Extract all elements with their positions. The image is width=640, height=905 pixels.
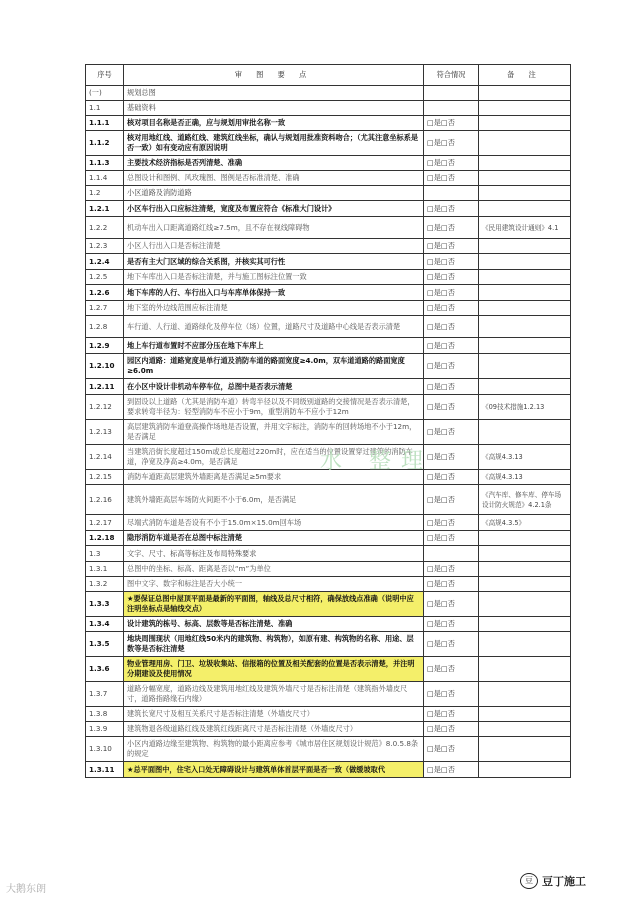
row-number: 1.2.17 xyxy=(86,515,124,531)
row-compliance-checkbox[interactable]: □是□否 xyxy=(424,445,479,470)
table-row xyxy=(86,707,571,722)
row-compliance-checkbox[interactable]: □是□否 xyxy=(424,338,479,354)
row-requirement: 物业管理用房、门卫、垃圾收集站、信报箱的位置及相关配套的位置是否表示清楚，并注明分期建设及使用情况 xyxy=(124,657,424,682)
row-requirement: 基础资料 xyxy=(124,101,424,116)
table-row xyxy=(86,577,571,592)
table-row xyxy=(86,592,571,617)
row-compliance-checkbox[interactable]: □是□否 xyxy=(424,707,479,722)
row-compliance-checkbox[interactable]: □是□否 xyxy=(424,354,479,379)
table-row xyxy=(86,270,571,285)
row-remark xyxy=(479,101,571,116)
table-row xyxy=(86,420,571,445)
row-remark xyxy=(479,707,571,722)
row-remark xyxy=(479,562,571,577)
row-number: 1.1.3 xyxy=(86,156,124,171)
row-requirement: 地块周围现状（用地红线50米内的建筑物、构筑物），如原有建、构筑物的名称、用途、层数等是否标注清楚 xyxy=(124,632,424,657)
row-number: 1.1.1 xyxy=(86,116,124,131)
row-compliance-checkbox[interactable]: □是□否 xyxy=(424,722,479,737)
row-compliance-checkbox[interactable]: □是□否 xyxy=(424,395,479,420)
row-requirement: 总图设计和图例、风玫瑰图、图例是否标准清楚、准确 xyxy=(124,171,424,186)
row-requirement: 消防车道距高层建筑外墙距离是否满足≥5m要求 xyxy=(124,470,424,485)
table-row xyxy=(86,217,571,239)
row-number: 1.3.9 xyxy=(86,722,124,737)
row-number: 1.2.4 xyxy=(86,254,124,270)
row-remark xyxy=(479,86,571,101)
row-compliance-checkbox[interactable]: □是□否 xyxy=(424,577,479,592)
row-number: 1.1.4 xyxy=(86,171,124,186)
row-requirement: 图中文字、数字和标注是否大小统一 xyxy=(124,577,424,592)
row-requirement: 道路分幅宽度，道路边线及建筑用地红线及建筑外墙尺寸是否标注清楚（建筑指外墙皮尺寸，道路指路缘石内缘） xyxy=(124,682,424,707)
row-remark xyxy=(479,338,571,354)
row-requirement: 当建筑沿街长度超过150m或总长度超过220m时，应在适当的位置设置穿过建筑的消防车道，净宽及净高≥4.0m，是否满足 xyxy=(124,445,424,470)
row-requirement: 规划总图 xyxy=(124,86,424,101)
table-row xyxy=(86,737,571,762)
footer-source-logo: 大鹅东朗 xyxy=(6,884,46,895)
header-num: 序号 xyxy=(86,65,124,86)
row-remark xyxy=(479,201,571,217)
row-requirement: 小区人行出入口是否标注清楚 xyxy=(124,239,424,254)
row-compliance-checkbox[interactable]: □是□否 xyxy=(424,239,479,254)
table-row xyxy=(86,395,571,420)
row-remark xyxy=(479,737,571,762)
table-header xyxy=(86,65,571,86)
row-requirement: 地下车库的人行、车行出入口与车库单体保持一致 xyxy=(124,285,424,301)
row-remark xyxy=(479,722,571,737)
row-compliance-checkbox[interactable]: □是□否 xyxy=(424,131,479,156)
row-compliance-checkbox[interactable]: □是□否 xyxy=(424,270,479,285)
row-requirement: 核对项目名称是否正确，应与规划用审批名称一致 xyxy=(124,116,424,131)
row-compliance-checkbox xyxy=(424,86,479,101)
row-compliance-checkbox[interactable]: □是□否 xyxy=(424,515,479,531)
watermark-text: 水 整理 xyxy=(320,449,433,474)
row-number: 1.2.2 xyxy=(86,217,124,239)
brand-logo-icon: 豆 xyxy=(520,873,538,889)
row-requirement: 小区道路及消防道路 xyxy=(124,186,424,201)
table-row xyxy=(86,186,571,201)
row-compliance-checkbox[interactable]: □是□否 xyxy=(424,254,479,270)
row-compliance-checkbox[interactable]: □是□否 xyxy=(424,657,479,682)
row-remark xyxy=(479,577,571,592)
row-compliance-checkbox[interactable]: □是□否 xyxy=(424,592,479,617)
row-remark xyxy=(479,301,571,316)
table-row xyxy=(86,156,571,171)
row-number: 1.2.14 xyxy=(86,445,124,470)
row-compliance-checkbox[interactable]: □是□否 xyxy=(424,737,479,762)
row-remark xyxy=(479,657,571,682)
table-row xyxy=(86,316,571,338)
row-number: 1.3.4 xyxy=(86,617,124,632)
row-compliance-checkbox xyxy=(424,186,479,201)
row-compliance-checkbox[interactable]: □是□否 xyxy=(424,562,479,577)
row-number: 1.3 xyxy=(86,546,124,562)
row-number: 1.3.6 xyxy=(86,657,124,682)
row-compliance-checkbox[interactable]: □是□否 xyxy=(424,420,479,445)
footer-brand xyxy=(520,873,586,889)
row-requirement: 主要技术经济指标是否列清楚、准确 xyxy=(124,156,424,171)
row-compliance-checkbox[interactable]: □是□否 xyxy=(424,531,479,546)
row-requirement: 高层建筑消防车道登高操作场地是否设置，并用文字标注，消防车的回转场地不小于12m，是否满足 xyxy=(124,420,424,445)
row-compliance-checkbox[interactable]: □是□否 xyxy=(424,682,479,707)
checklist-table xyxy=(85,64,571,778)
row-remark xyxy=(479,354,571,379)
row-remark xyxy=(479,131,571,156)
table-row xyxy=(86,657,571,682)
review-checklist-document xyxy=(85,64,570,778)
table-row xyxy=(86,116,571,131)
row-number: 1.2.18 xyxy=(86,531,124,546)
row-requirement: 建筑长宽尺寸及相互关系尺寸是否标注清楚（外墙皮尺寸） xyxy=(124,707,424,722)
row-requirement: 总图中的坐标、标高、距离是否以“m”为单位 xyxy=(124,562,424,577)
row-requirement: 地下车库出入口是否标注清楚，并与施工图标注位置一致 xyxy=(124,270,424,285)
row-remark xyxy=(479,316,571,338)
row-remark xyxy=(479,379,571,395)
row-number: 1.2.8 xyxy=(86,316,124,338)
row-number: 1.2.1 xyxy=(86,201,124,217)
row-remark xyxy=(479,116,571,131)
row-compliance-checkbox[interactable]: □是□否 xyxy=(424,485,479,515)
row-remark xyxy=(479,270,571,285)
row-number: 1.2.9 xyxy=(86,338,124,354)
row-remark xyxy=(479,420,571,445)
row-number: 1.2.10 xyxy=(86,354,124,379)
header-compliance: 符合情况 xyxy=(424,65,479,86)
row-remark: 《09技术措施1.2.13 xyxy=(479,395,571,420)
row-remark xyxy=(479,171,571,186)
row-remark xyxy=(479,762,571,778)
row-number: 1.3.7 xyxy=(86,682,124,707)
header-requirement: 审 图 要 点 xyxy=(124,65,424,86)
table-row xyxy=(86,254,571,270)
row-compliance-checkbox[interactable]: □是□否 xyxy=(424,217,479,239)
row-number: 1.2.16 xyxy=(86,485,124,515)
row-compliance-checkbox[interactable]: □是□否 xyxy=(424,762,479,778)
row-number: 1.1.2 xyxy=(86,131,124,156)
row-remark xyxy=(479,592,571,617)
row-number: 1.2.6 xyxy=(86,285,124,301)
row-compliance-checkbox xyxy=(424,101,479,116)
table-row xyxy=(86,531,571,546)
table-row xyxy=(86,201,571,217)
row-compliance-checkbox[interactable]: □是□否 xyxy=(424,632,479,657)
row-number: 1.3.5 xyxy=(86,632,124,657)
row-compliance-checkbox[interactable]: □是□否 xyxy=(424,301,479,316)
row-number: 1.1 xyxy=(86,101,124,116)
row-requirement: 建筑物退各级道路红线及建筑红线距离尺寸是否标注清楚（外墙皮尺寸） xyxy=(124,722,424,737)
row-requirement: 文字、尺寸、标高等标注及布局特殊要求 xyxy=(124,546,424,562)
row-remark: 《高规4.3.5》 xyxy=(479,515,571,531)
row-remark xyxy=(479,285,571,301)
row-compliance-checkbox[interactable]: □是□否 xyxy=(424,201,479,217)
row-compliance-checkbox xyxy=(424,546,479,562)
row-number: 1.3.10 xyxy=(86,737,124,762)
row-number: (一) xyxy=(86,86,124,101)
row-compliance-checkbox[interactable]: □是□否 xyxy=(424,379,479,395)
table-row xyxy=(86,632,571,657)
row-number: 1.2.3 xyxy=(86,239,124,254)
row-remark xyxy=(479,632,571,657)
table-row xyxy=(86,546,571,562)
table-row xyxy=(86,762,571,778)
brand-name: 豆丁施工 xyxy=(542,875,586,888)
row-remark: 《高规4.3.13 xyxy=(479,445,571,470)
table-row xyxy=(86,379,571,395)
table-row xyxy=(86,86,571,101)
table-row xyxy=(86,515,571,531)
row-compliance-checkbox[interactable]: □是□否 xyxy=(424,171,479,186)
table-row xyxy=(86,239,571,254)
row-compliance-checkbox[interactable]: □是□否 xyxy=(424,116,479,131)
row-requirement: 是否有主大门区域的综合关系图，并核实其可行性 xyxy=(124,254,424,270)
row-remark xyxy=(479,531,571,546)
table-row xyxy=(86,101,571,116)
row-number: 1.2.7 xyxy=(86,301,124,316)
row-requirement: 园区内道路：道路宽度是单行道及消防车道的路面宽度≥4.0m，双车道道路的路面宽度≥6.0m xyxy=(124,354,424,379)
row-number: 1.2 xyxy=(86,186,124,201)
table-row xyxy=(86,562,571,577)
row-compliance-checkbox[interactable]: □是□否 xyxy=(424,316,479,338)
table-row xyxy=(86,722,571,737)
table-row xyxy=(86,682,571,707)
row-remark xyxy=(479,239,571,254)
row-requirement: 小区车行出入口应标注清楚，宽度及布置应符合《标准大门设计》 xyxy=(124,201,424,217)
row-number: 1.3.1 xyxy=(86,562,124,577)
table-row xyxy=(86,354,571,379)
row-requirement: 隐形消防车道是否在总图中标注清楚 xyxy=(124,531,424,546)
row-remark xyxy=(479,254,571,270)
row-requirement: 地下室的外边线范围应标注清楚 xyxy=(124,301,424,316)
row-number: 1.3.3 xyxy=(86,592,124,617)
row-requirement: 机动车出入口距离道路红线≥7.5m，且不存在视线障碍物 xyxy=(124,217,424,239)
row-number: 1.3.11 xyxy=(86,762,124,778)
row-compliance-checkbox[interactable]: □是□否 xyxy=(424,470,479,485)
row-requirement: 小区内道路边缘至建筑物、构筑物的最小距离应参考《城市居住区规划设计规范》8.0.5.8条的规定 xyxy=(124,737,424,762)
row-requirement: 尽端式消防车道是否设有不小于15.0m×15.0m回车场 xyxy=(124,515,424,531)
row-remark xyxy=(479,156,571,171)
row-requirement: 车行道、人行道、道路绿化及停车位（场）位置，道路尺寸及道路中心线是否表示清楚 xyxy=(124,316,424,338)
row-compliance-checkbox[interactable]: □是□否 xyxy=(424,285,479,301)
row-requirement: 到固设以上道路（尤其是消防车道）转弯半径以及不同级别道路的交接情况是否表示清楚，要求转弯半径为：轻型消防车不应小于9m，重型消防车不应小于12m xyxy=(124,395,424,420)
row-requirement: 地上车行道布置时不应部分压在地下车库上 xyxy=(124,338,424,354)
table-row xyxy=(86,338,571,354)
row-requirement: 核对用地红线、道路红线、建筑红线坐标，确认与规划用批准资料吻合；（尤其注意坐标系是否一致）如有变动应有原因说明 xyxy=(124,131,424,156)
row-remark xyxy=(479,546,571,562)
row-requirement: ★总平面图中，住宅入口处无障碍设计与建筑单体首层平面是否一致（做缓坡取代 xyxy=(124,762,424,778)
row-number: 1.2.15 xyxy=(86,470,124,485)
row-remark xyxy=(479,186,571,201)
row-number: 1.2.11 xyxy=(86,379,124,395)
table-row xyxy=(86,301,571,316)
row-requirement: 建筑外墙距高层车场防火间距不小于6.0m，是否满足 xyxy=(124,485,424,515)
table-row xyxy=(86,131,571,156)
row-number: 1.2.13 xyxy=(86,420,124,445)
row-requirement: ★要保证总图中屋顶平面是最新的平面图，轴线及总尺寸相符，确保放线点准确（说明中应注明坐标点是轴线交点） xyxy=(124,592,424,617)
row-compliance-checkbox[interactable]: □是□否 xyxy=(424,156,479,171)
table-row xyxy=(86,171,571,186)
row-number: 1.3.2 xyxy=(86,577,124,592)
row-number: 1.2.12 xyxy=(86,395,124,420)
row-remark xyxy=(479,682,571,707)
row-remark: 《汽车库、修车库、停车场设计防火规范》4.2.1条 xyxy=(479,485,571,515)
row-number: 1.3.8 xyxy=(86,707,124,722)
row-remark xyxy=(479,617,571,632)
row-number: 1.2.5 xyxy=(86,270,124,285)
table-row xyxy=(86,285,571,301)
row-requirement: 在小区中设计非机动车停车位，总图中是否表示清楚 xyxy=(124,379,424,395)
row-remark: 《高规4.3.13 xyxy=(479,470,571,485)
row-requirement: 设计建筑的栋号、标高、层数等是否标注清楚、准确 xyxy=(124,617,424,632)
header-remarks: 备 注 xyxy=(479,65,571,86)
row-compliance-checkbox[interactable]: □是□否 xyxy=(424,617,479,632)
row-remark: 《民用建筑设计通则》4.1 xyxy=(479,217,571,239)
table-row xyxy=(86,617,571,632)
table-row xyxy=(86,485,571,515)
